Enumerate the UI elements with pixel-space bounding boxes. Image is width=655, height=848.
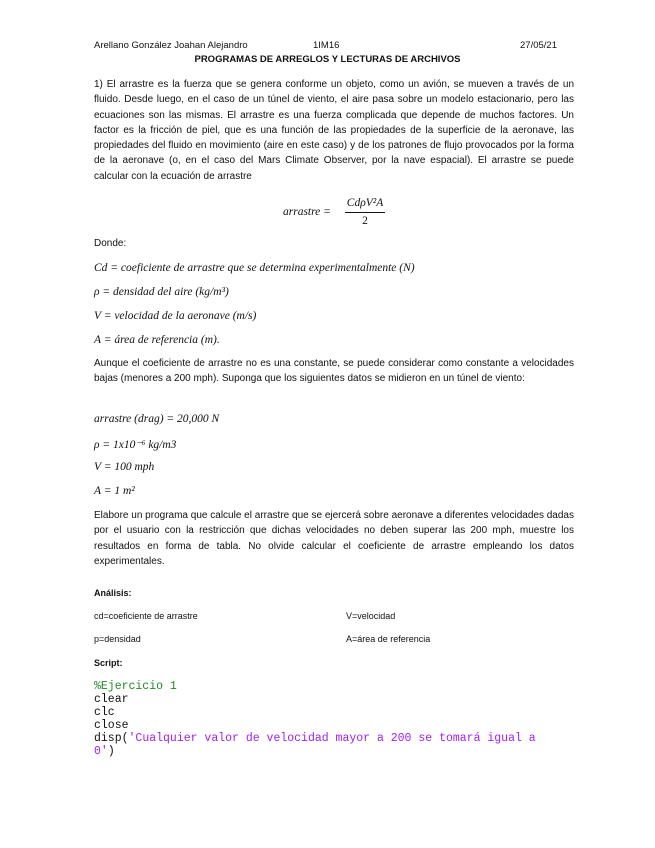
code-line-close: close	[94, 719, 129, 732]
definition-v: V = velocidad de la aeronave (m/s)	[94, 310, 257, 322]
problem-intro: 1) El arrastre es la fuerza que se genera conforme un objeto, como un avión, se mueven a través de un fluido. Desde luego, en el caso de un túnel de viento, el aire pasa sobre un modelo estacionario, pero las ecuaciones son las mismas. El arrastre es una fuerza complicada que depende de muchos factores. Un factor es la fricción de piel, que es una función de las propiedades de la superficie de la aeronave, las propiedades del fluido en movimiento (aire en este caso) y de los patrones de flujo provocados por la forma de la aeronave (o, en el caso del Mars Climate Observer, por la nave espacial). El arrastre se puede calcular con la ecuación de arrastre	[94, 79, 574, 182]
disp-string-cont: 0'	[94, 745, 108, 758]
equation-denominator: 2	[362, 215, 368, 227]
data-rho: ρ = 1x10⁻⁶ kg/m3	[94, 439, 177, 451]
disp-string: 'Cualquier valor de velocidad mayor a 200 se tomará igual a	[128, 732, 536, 745]
analysis-item-p: p=densidad	[94, 634, 141, 644]
code-line-clc: clc	[94, 706, 115, 719]
definition-cd: Cd = coeficiente de arrastre que se determina experimentalmente (N)	[94, 262, 415, 274]
data-velocity: V = 100 mph	[94, 461, 155, 473]
definition-rho: ρ = densidad del aire (kg/m³)	[94, 286, 229, 298]
group-code: 1IM16	[313, 40, 340, 51]
donde-label: Donde:	[94, 238, 127, 249]
author-name: Arellano González Joahan Alejandro	[94, 40, 248, 51]
script-heading: Script:	[94, 658, 123, 668]
equation-numerator: CdρV²A	[346, 197, 384, 209]
code-line-clear: clear	[94, 693, 129, 706]
definition-a: A = área de referencia (m).	[94, 334, 220, 346]
disp-close: )	[107, 745, 115, 758]
code-comment: %Ejercicio 1	[94, 680, 177, 693]
code-line-disp-cont	[94, 745, 115, 758]
code-line-disp	[94, 732, 536, 745]
document-date: 27/05/21	[520, 40, 557, 51]
task-paragraph: Elabore un programa que calcule el arrastre que se ejercerá sobre aeronave a diferentes velocidades dadas por el usuario con la restricción que dichas velocidades no deben superar las 200 mph, muestre los resultados en forma de tabla. No olvide calcular el coeficiente de arrastre empleando los datos experimentales.	[94, 510, 574, 567]
fraction-bar	[345, 212, 385, 213]
disp-call: disp(	[94, 732, 129, 745]
analysis-item-a: A=área de referencia	[346, 634, 431, 644]
data-area: A = 1 m²	[94, 485, 135, 497]
analysis-item-cd: cd=coeficiente de arrastre	[94, 611, 198, 621]
analysis-heading: Análisis:	[94, 588, 132, 598]
data-drag: arrastre (drag) = 20,000 N	[94, 413, 220, 425]
equation-lhs: arrastre =	[283, 206, 331, 218]
document-title: PROGRAMAS DE ARREGLOS Y LECTURAS DE ARCHIVOS	[194, 54, 461, 65]
constant-assumption-paragraph: Aunque el coeficiente de arrastre no es una constante, se puede considerar como constante a velocidades bajas (menores a 200 mph). Suponga que los siguientes datos se midieron en un túnel de viento:	[94, 358, 574, 385]
analysis-item-v: V=velocidad	[346, 611, 396, 621]
